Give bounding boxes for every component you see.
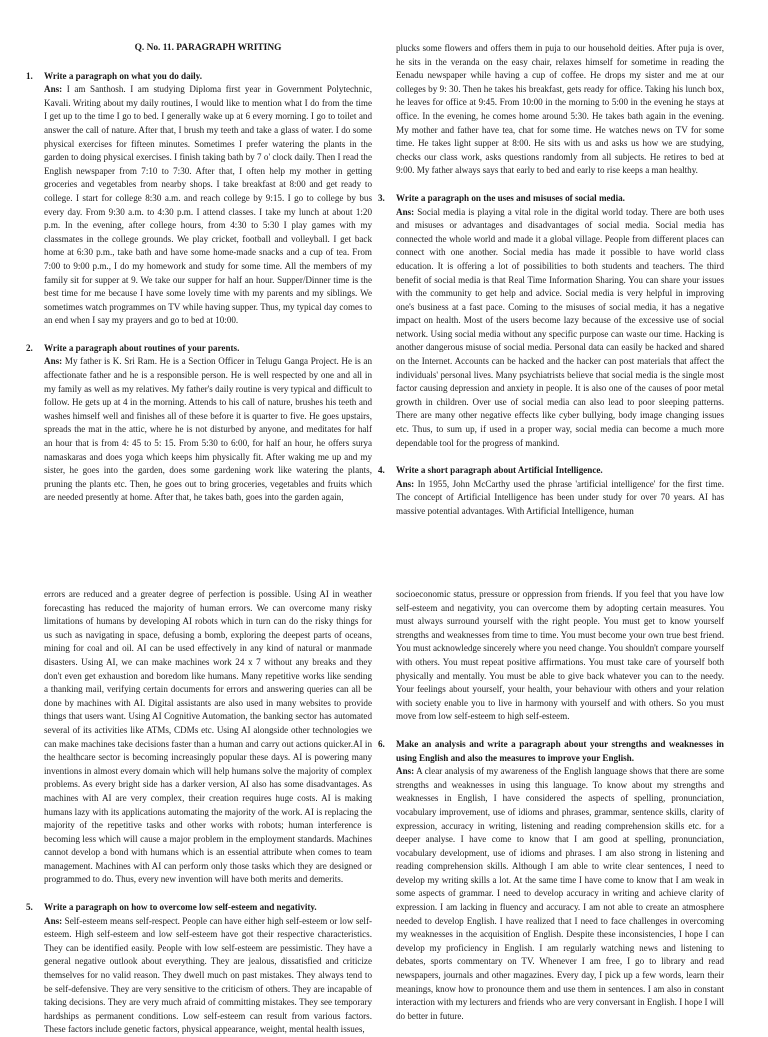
question-2-title: Write a paragraph about routines of your parents. bbox=[44, 342, 240, 353]
question-5-answer-text: Self-esteem means self-respect. People can have either high self-esteem or low self-esteem. High self-esteem and low self-esteem have got their respective characteristics. They can be identified easily. People with low self-esteem are pessimistic. They have a general negative outlook about everything. They are jealous, dissatisfied and criticize themselves for no valid reason. They dwell much on past mistakes. They always tend to be self-defensive. They are very sensitive to the criticism of others. They are incapable of taking decisions. They are very much afraid of committing mistakes. They see temporary hardships as permanent conditions. Low self-esteem can result from various factors. These factors include genetic factors, physical appearance, weight, mental health issues, bbox=[44, 915, 373, 1035]
question-4-answer-text: In 1955, John McCarthy used the phrase 'artificial intelligence' for the first time. The concept of Artificial Intelligence has been under study for over 70 years. AI has massive potential advantages. With Artificial Intelligence, human bbox=[396, 478, 724, 516]
question-6-answer-text: A clear analysis of my awareness of the English language shows that there are some strengths and weaknesses in using this language. To know about my strengths and weaknesses in English, I have considered the aspects of spelling, pronunciation, vocabulary improvement, use of idioms and phrases, grammar, sentence skills, clarity of expression, accuracy in writing, listening and reading comprehension skills etc. for a deeper analyse. I have come to know that I am good at spelling, pronunciation, vocabulary development, use of idioms and phrases. I am also strong in listening and reading comprehension skills. Although I am able to write clear sentences, I need to develop my writing skills a lot. At the same time I have come to know that I am weak in some aspects of grammar. I need to develop accuracy in writing and achieve clarity of expression. I am lacking in fluency and accuracy. I am not able to create an atmosphere needed to develop English. I have realized that I need to face challenges in overcoming my weaknesses in the acquisition of English. Despite these inconsistencies, I hope I can develop my proficiency in English. I am regularly watching news and listening to debates, sports commentary on TV. Whenever I am free, I go to library and read newspapers, journals and other magazines. Every day, I pick up a few words, learn their meanings, know how to pronounce them and use them in sentences. I am also in constant interaction with my lecturers and friends who are very conversant in English. I hope I will do better in future. bbox=[396, 766, 724, 1021]
question-6-title: Make an analysis and write a paragraph about your strengths and weaknesses in using English and also the measures to improve your English. bbox=[396, 738, 724, 763]
answer-label: Ans: bbox=[396, 206, 415, 217]
question-1-number: 1. bbox=[26, 70, 33, 81]
page-1 bbox=[0, 0, 768, 516]
page-1-left-column bbox=[26, 42, 372, 505]
answer-label: Ans: bbox=[396, 478, 415, 489]
question-3-number: 3. bbox=[378, 192, 385, 203]
question-3 bbox=[378, 192, 724, 450]
page-2 bbox=[0, 512, 768, 1035]
question-5-answer bbox=[44, 915, 372, 1037]
answer-label: Ans: bbox=[44, 84, 63, 95]
question-4-title: Write a short paragraph about Artificial Intelligence. bbox=[396, 465, 603, 476]
question-1 bbox=[26, 70, 372, 328]
page-title: Q. No. 11. PARAGRAPH WRITING bbox=[134, 43, 282, 53]
question-5-heading bbox=[26, 901, 372, 915]
question-2-number: 2. bbox=[26, 342, 33, 353]
question-2 bbox=[26, 342, 372, 505]
question-1-answer-text: I am Santhosh. I am studying Diploma first year in Government Polytechnic, Kavali. Writing about my daily routines, I would like to mention what I do from the time I get up to the time I go to bed. I generally wake up at 6 every morning. I go to toilet and answer the call of nature. After that, I brush my teeth and take a glass of water. I do some physical exercises for fifteen minutes. Sometimes I prefer watering the plants in the garden to doing physical exercises. I finish taking bath by 7 o' clock daily. Then I read the English newspaper from 7:10 to 7:30. After that, I often help my mother in getting groceries and vegetables from nearby shops. I take breakfast at 8:00 and get ready to college. I start for college 8:30 a.m. and reach college by 9:15. I go to college by bus every day. From 9:30 a.m. to 4:30 p.m. I attend classes. I take my lunch at about 1:20 p.m. In the evening, after college hours, from 4:30 to 5:30 I play games with my classmates in the college grounds. We play cricket, football and volleyball. I get back home at 6:30 p.m., take bath and have some home-made snacks and a cup of tea. From 7:00 to 9:00 p.m., I do my homework and study for some time. All the members of my family sit for supper at 9. We take our supper for half an hour. Supper/Dinner time is the best time for me because I have some lovely time with my parents and my siblings. We sometimes watch programmes on TV while having supper. Thus, my typical day comes to an end when I say my prayers and go to bed at 10:00. bbox=[44, 84, 372, 326]
question-1-title: Write a paragraph on what you do daily. bbox=[44, 70, 202, 81]
question-2-heading bbox=[26, 342, 372, 356]
question-3-answer bbox=[396, 206, 724, 451]
question-6-number: 6. bbox=[378, 738, 385, 749]
question-4-heading bbox=[378, 464, 724, 478]
question-2-answer-text: My father is K. Sri Ram. He is a Section Officer in Telugu Ganga Project. He is an affectionate father and he is a responsible person. He is well respected by one and all in my family as well as my relatives. My father's daily routine is very typical and difficult to follow. He gets up at 4 in the morning. Attends to his call of nature, brushes his teeth and washes himself well and finishes all of these before it is quarter to five. He goes upstairs, spreads the mat in the attic, where he is not disturbed by anyone, and meditates for half an hour that is from 4: 45 to 5: 15. From 5:30 to 6:00, for half an hour, he offers surya namaskaras and does yoga which keeps him physically fit. After waking me up and my sister, he goes into the garden, does some gardening work like watering the plants, pruning the plants etc. Then, he goes out to bring groceries, vegetables and fruits which are needed presently at home. After that, he takes bath, goes into the garden again, bbox=[44, 356, 372, 503]
question-5-number: 5. bbox=[26, 902, 33, 913]
answer-label: Ans: bbox=[44, 915, 63, 926]
question-5-answer-continued: socioeconomic status, pressure or oppression from friends. If you feel that you have low self-esteem and negativity, you can overcome them by adopting certain measures. You must always surround yourself with the right people. You must get to know yourself strengths and weaknesses from time to time. You must become your own true best friend. You must acknowledge sincerely where you need change. You shouldn't compare yourself with others. You must repeat positive affirmations. You must take care of yourself both physically and mentally. You must be able to give back whatever you can to the needy. Your feelings about yourself, your health, your behaviour with others and your relation with society enable you to live in harmony with yourself and with others. So you must move from low self-esteem to high self-esteem. bbox=[396, 589, 724, 722]
question-4 bbox=[378, 464, 724, 518]
question-4-number: 4. bbox=[378, 465, 385, 476]
question-2-answer-continued: plucks some flowers and offers them in puja to our household deities. After puja is over, he sits in the veranda on the easy chair, relaxes himself for sometime in reading the Eenadu newspaper while having a cup of coffee. He drops my sister and me at our colleges by 9: 30. Then he takes his breakfast, gets ready for office. Taking his lunch box, he leaves for office at 9:45. From 10:00 in the morning to 5:00 in the evening he stays at office. In the evening, he comes home around 5:30. He takes bath again in the evening. My mother and father have tea, chat for some time. He watches news on TV for some time. He takes light supper at 8:00. He sits with us and asks us how we are studying, checks our class work, asks questions randomly from all subjects. He retires to bed at 9:00. My father always says that early to bed and early to rise keeps a man healthy. bbox=[396, 43, 724, 176]
question-3-answer-text: Social media is playing a vital role in the digital world today. There are both uses and misuses or advantages and disadvantages of social media. Social media has connected the whole world and made it a global village. People from different places can connect with one another. Social media has made it possible to have world class education. It is offering a lot of possibilities to both students and teachers. The third benefit of social media is that Real Time Information Sharing. You can share your issues with the community to get help and advice. Social media is very helpful in improving one's business at a fast pace. Coming to the misuses of social media, it has a negative impact on health. Most of the users become lazy because of the excessive use of social network. Using social media without any specific purpose can waste our time. Hacking is another dangerous misuse of social media. Personal data can easily be hacked and shared on the Internet. Accounts can be hacked and the hacker can post materials that affect the individuals' personal lives. Many psychiatrists believe that social media is the single most factor causing depression and anxiety in people. It is also one of the causes of poor metal growth in children. Over use of social media can also lead to poor sleeping patterns. There are many other negative effects like cyber bullying, body image changing issues etc. Thus, to sum up, if used in a proper way, social media can become a much more dependable tool for the progress of mankind. bbox=[396, 206, 724, 448]
question-1-heading bbox=[26, 70, 372, 84]
question-1-answer bbox=[44, 83, 372, 328]
page-2-right-column bbox=[378, 588, 724, 1023]
question-6 bbox=[378, 738, 724, 1023]
answer-label: Ans: bbox=[396, 766, 415, 777]
question-3-title: Write a paragraph on the uses and misuses of social media. bbox=[396, 192, 625, 203]
question-6-answer bbox=[396, 765, 724, 1023]
question-5 bbox=[26, 901, 373, 1037]
question-3-heading bbox=[378, 192, 724, 206]
question-6-heading bbox=[378, 738, 724, 765]
question-5-title: Write a paragraph on how to overcome low self-esteem and negativity. bbox=[44, 902, 317, 913]
page-1-right-column bbox=[378, 42, 724, 519]
question-2-answer bbox=[44, 355, 372, 505]
page-2-left-column bbox=[26, 588, 373, 1037]
question-4-answer-continued: errors are reduced and a greater degree of perfection is possible. Using AI in weather forecasting has reduced the majority of human errors. We can overcome many risky limitations of humans by developing AI robots which in turn can do the risky things for us such as navigating in space, defusing a bomb, exploring the deepest parts of oceans, mining for coal and oil. AI can be used effectively in any kind of natural or manmade disasters. Using AI, we can make machines work 24 x 7 without any breaks and they don't even get exhaustion and boredom like humans. Many repetitive works like sending a thanking mail, verifying certain documents for errors and answering queries can all be done by machines with AI. Digital assistants are also used in many websites to provide things that users want. Using AI Cognitive Automation, the banking sector has automated several of its activities like ATMs, CDMs etc. Using AI alongside other technologies we can make machines take decisions faster than a human and carry out actions quicker.AI in the healthcare sector is becoming increasingly popular these days. AI is powering many inventions in almost every domain which will help humans solve the majority of complex problems. As every bright side has a darker version, AI also has some disadvantages. As machines with AI are very complex, their creation requires huge costs. AI is making humans lazy with its applications automating the majority of the work. AI is replacing the majority of the repetitive tasks and other works with robots; human interference is becoming less which will cause a major problem in the employment standards. Machines cannot develop a bond with humans which is an essential attribute when comes to team management. Machines with AI can perform only those tasks which they are designed or programmed to do. Thus, every new invention will have both merits and demerits. bbox=[44, 589, 372, 885]
answer-label: Ans: bbox=[44, 356, 63, 367]
